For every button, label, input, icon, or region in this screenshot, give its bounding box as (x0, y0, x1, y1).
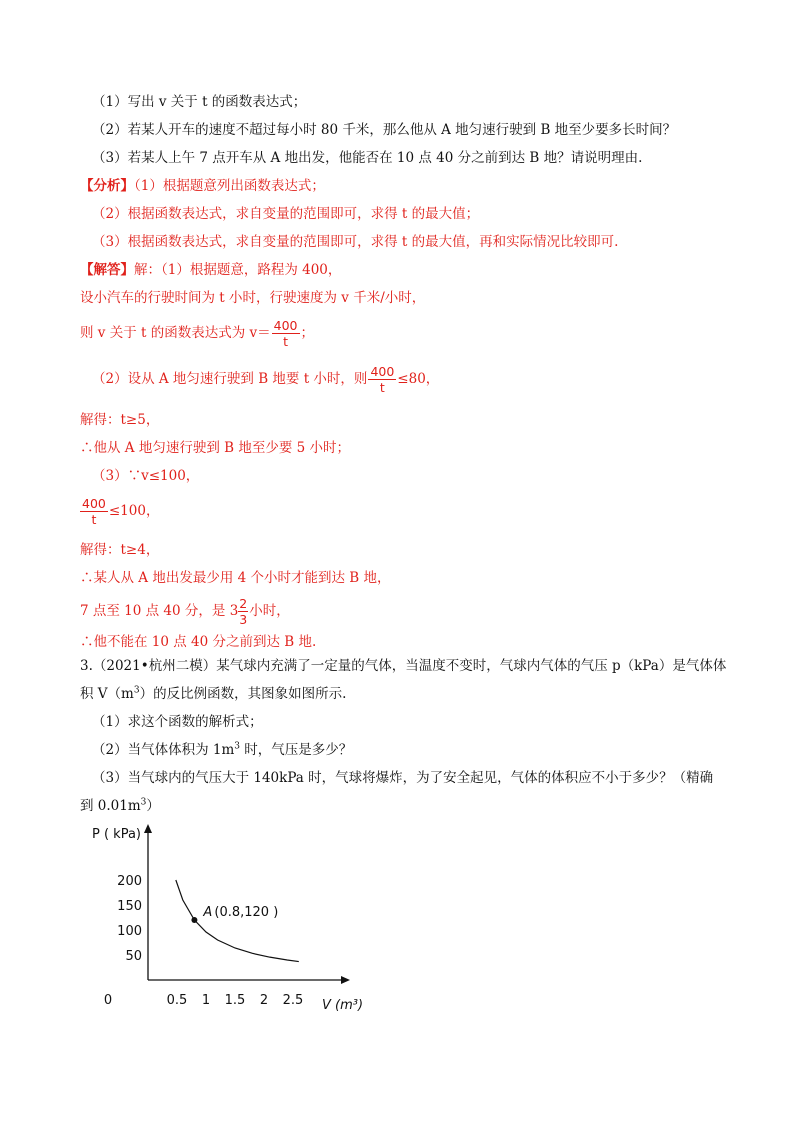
y-tick-label: 50 (125, 949, 142, 964)
question-3-part-3b (80, 796, 160, 816)
answer-line-10: ∴某人从 A 地出发最少用 4 个小时才能到达 B 地， (80, 570, 391, 586)
answer-text-8: ≤100， (108, 503, 160, 519)
answer-tag: 【解答】 (80, 262, 134, 278)
analysis-line-2: （2）根据函数表达式，求自变量的范围即可，求得 t 的最大值； (92, 206, 480, 222)
question-3-part-3b-end: ） (146, 798, 160, 814)
answer-text-4-end: ≤80， (397, 371, 440, 387)
superscript: 3 (133, 685, 140, 696)
question-3-text-2: 积 V（m (80, 686, 134, 702)
y-tick-label: 150 (117, 899, 142, 914)
fraction-denominator: t (91, 512, 97, 527)
x-tick-label: 1.5 (224, 993, 246, 1008)
fraction (272, 318, 300, 349)
mixed-numerator: 2 (239, 596, 248, 611)
answer-text-3-end: ； (300, 325, 314, 341)
point-a-coordinates: (0.8,120 ) (214, 905, 279, 920)
question-part-3: （3）若某人上午 7 点开车从 A 地出发，他能否在 10 点 40 分之前到达 B 地？请说明理由. (92, 150, 643, 166)
origin-label: 0 (103, 993, 113, 1008)
fraction (368, 364, 396, 395)
mixed-fraction (238, 596, 248, 627)
fraction-denominator: t (283, 334, 289, 349)
mixed-denominator: 3 (239, 612, 248, 627)
fraction-numerator: 400 (370, 364, 395, 379)
x-tick-label: 1 (201, 993, 211, 1008)
x-tick-label: 2.5 (282, 993, 304, 1008)
answer-line-8 (80, 496, 159, 527)
question-3-part-3b-text: 到 0.01m (80, 798, 141, 814)
question-3-part-2 (92, 740, 352, 760)
question-3-line-1: 3.（2021•杭州二模）某气球内充满了一定量的气体，当温度不变时，气球内气体的气压 p（kPa）是气体体 (80, 658, 727, 674)
answer-text-1: 解：（1）根据题意，路程为 400， (134, 262, 342, 278)
superscript: 3 (234, 741, 241, 752)
x-axis-label: V (m³) (322, 998, 364, 1013)
question-3-part-2-end: 时，气压是多少？ (240, 742, 353, 758)
point-a-dot (191, 917, 197, 923)
answer-text-3: 则 v 关于 t 的函数表达式为 v＝ (80, 325, 271, 341)
analysis-line-1 (80, 176, 325, 196)
analysis-text-1: （1）根据题意列出函数表达式； (134, 178, 325, 194)
fraction-numerator: 400 (273, 318, 298, 333)
answer-line-5: 解得：t≥5， (80, 412, 160, 428)
answer-line-11 (80, 596, 290, 627)
question-3-line-2 (80, 684, 346, 704)
answer-line-12: ∴他不能在 10 点 40 分之前到达 B 地. (80, 634, 317, 650)
x-tick-label: 0.5 (166, 993, 188, 1008)
answer-line-7: （3）∵v≤100， (92, 468, 200, 484)
question-3-part-3: （3）当气球内的气压大于 140kPa 时，气球将爆炸，为了安全起见，气体的体积应不小于多少？（精确 (92, 770, 714, 786)
y-axis-label: P ( kPa) (92, 827, 141, 842)
question-part-2: （2）若某人开车的速度不超过每小时 80 千米，那么他从 A 地匀速行驶到 B 地至少要多长时间？ (92, 122, 677, 138)
answer-line-6: ∴他从 A 地匀速行驶到 B 地至少要 5 小时； (80, 440, 351, 456)
answer-line-9: 解得：t≥4， (80, 542, 160, 558)
fraction-denominator: t (379, 380, 385, 395)
x-axis-arrow (341, 976, 350, 984)
answer-text-4: （2）设从 A 地匀速行驶到 B 地要 t 小时，则 (92, 371, 368, 387)
answer-text-11: 7 点至 10 点 40 分，是 3 (80, 603, 239, 619)
question-3-part-2-text: （2）当气体体积为 1m (92, 742, 235, 758)
y-tick-label: 100 (117, 924, 142, 939)
answer-line-2: 设小汽车的行驶时间为 t 小时，行驶速度为 v 千米/小时， (80, 290, 426, 306)
pressure-volume-graph (80, 818, 380, 1013)
y-axis-arrow (144, 824, 152, 833)
question-3-part-1: （1）求这个函数的解析式； (92, 714, 263, 730)
analysis-line-3: （3）根据函数表达式，求自变量的范围即可，求得 t 的最大值，再和实际情况比较即可. (92, 234, 619, 250)
answer-text-11-end: 小时， (249, 603, 290, 619)
point-a-label: A (203, 905, 213, 920)
question-part-1: （1）写出 v 关于 t 的函数表达式； (92, 94, 307, 110)
answer-line-1 (80, 260, 341, 280)
analysis-tag: 【分析】 (80, 178, 134, 194)
answer-line-3 (80, 318, 314, 349)
superscript: 3 (140, 797, 147, 808)
fraction-numerator: 400 (82, 496, 106, 511)
question-3-text-2-end: ）的反比例函数，其图象如图所示. (139, 686, 347, 702)
fraction (80, 496, 108, 527)
x-tick-label: 2 (259, 993, 269, 1008)
answer-line-4 (92, 364, 439, 395)
y-tick-label: 200 (117, 874, 142, 889)
